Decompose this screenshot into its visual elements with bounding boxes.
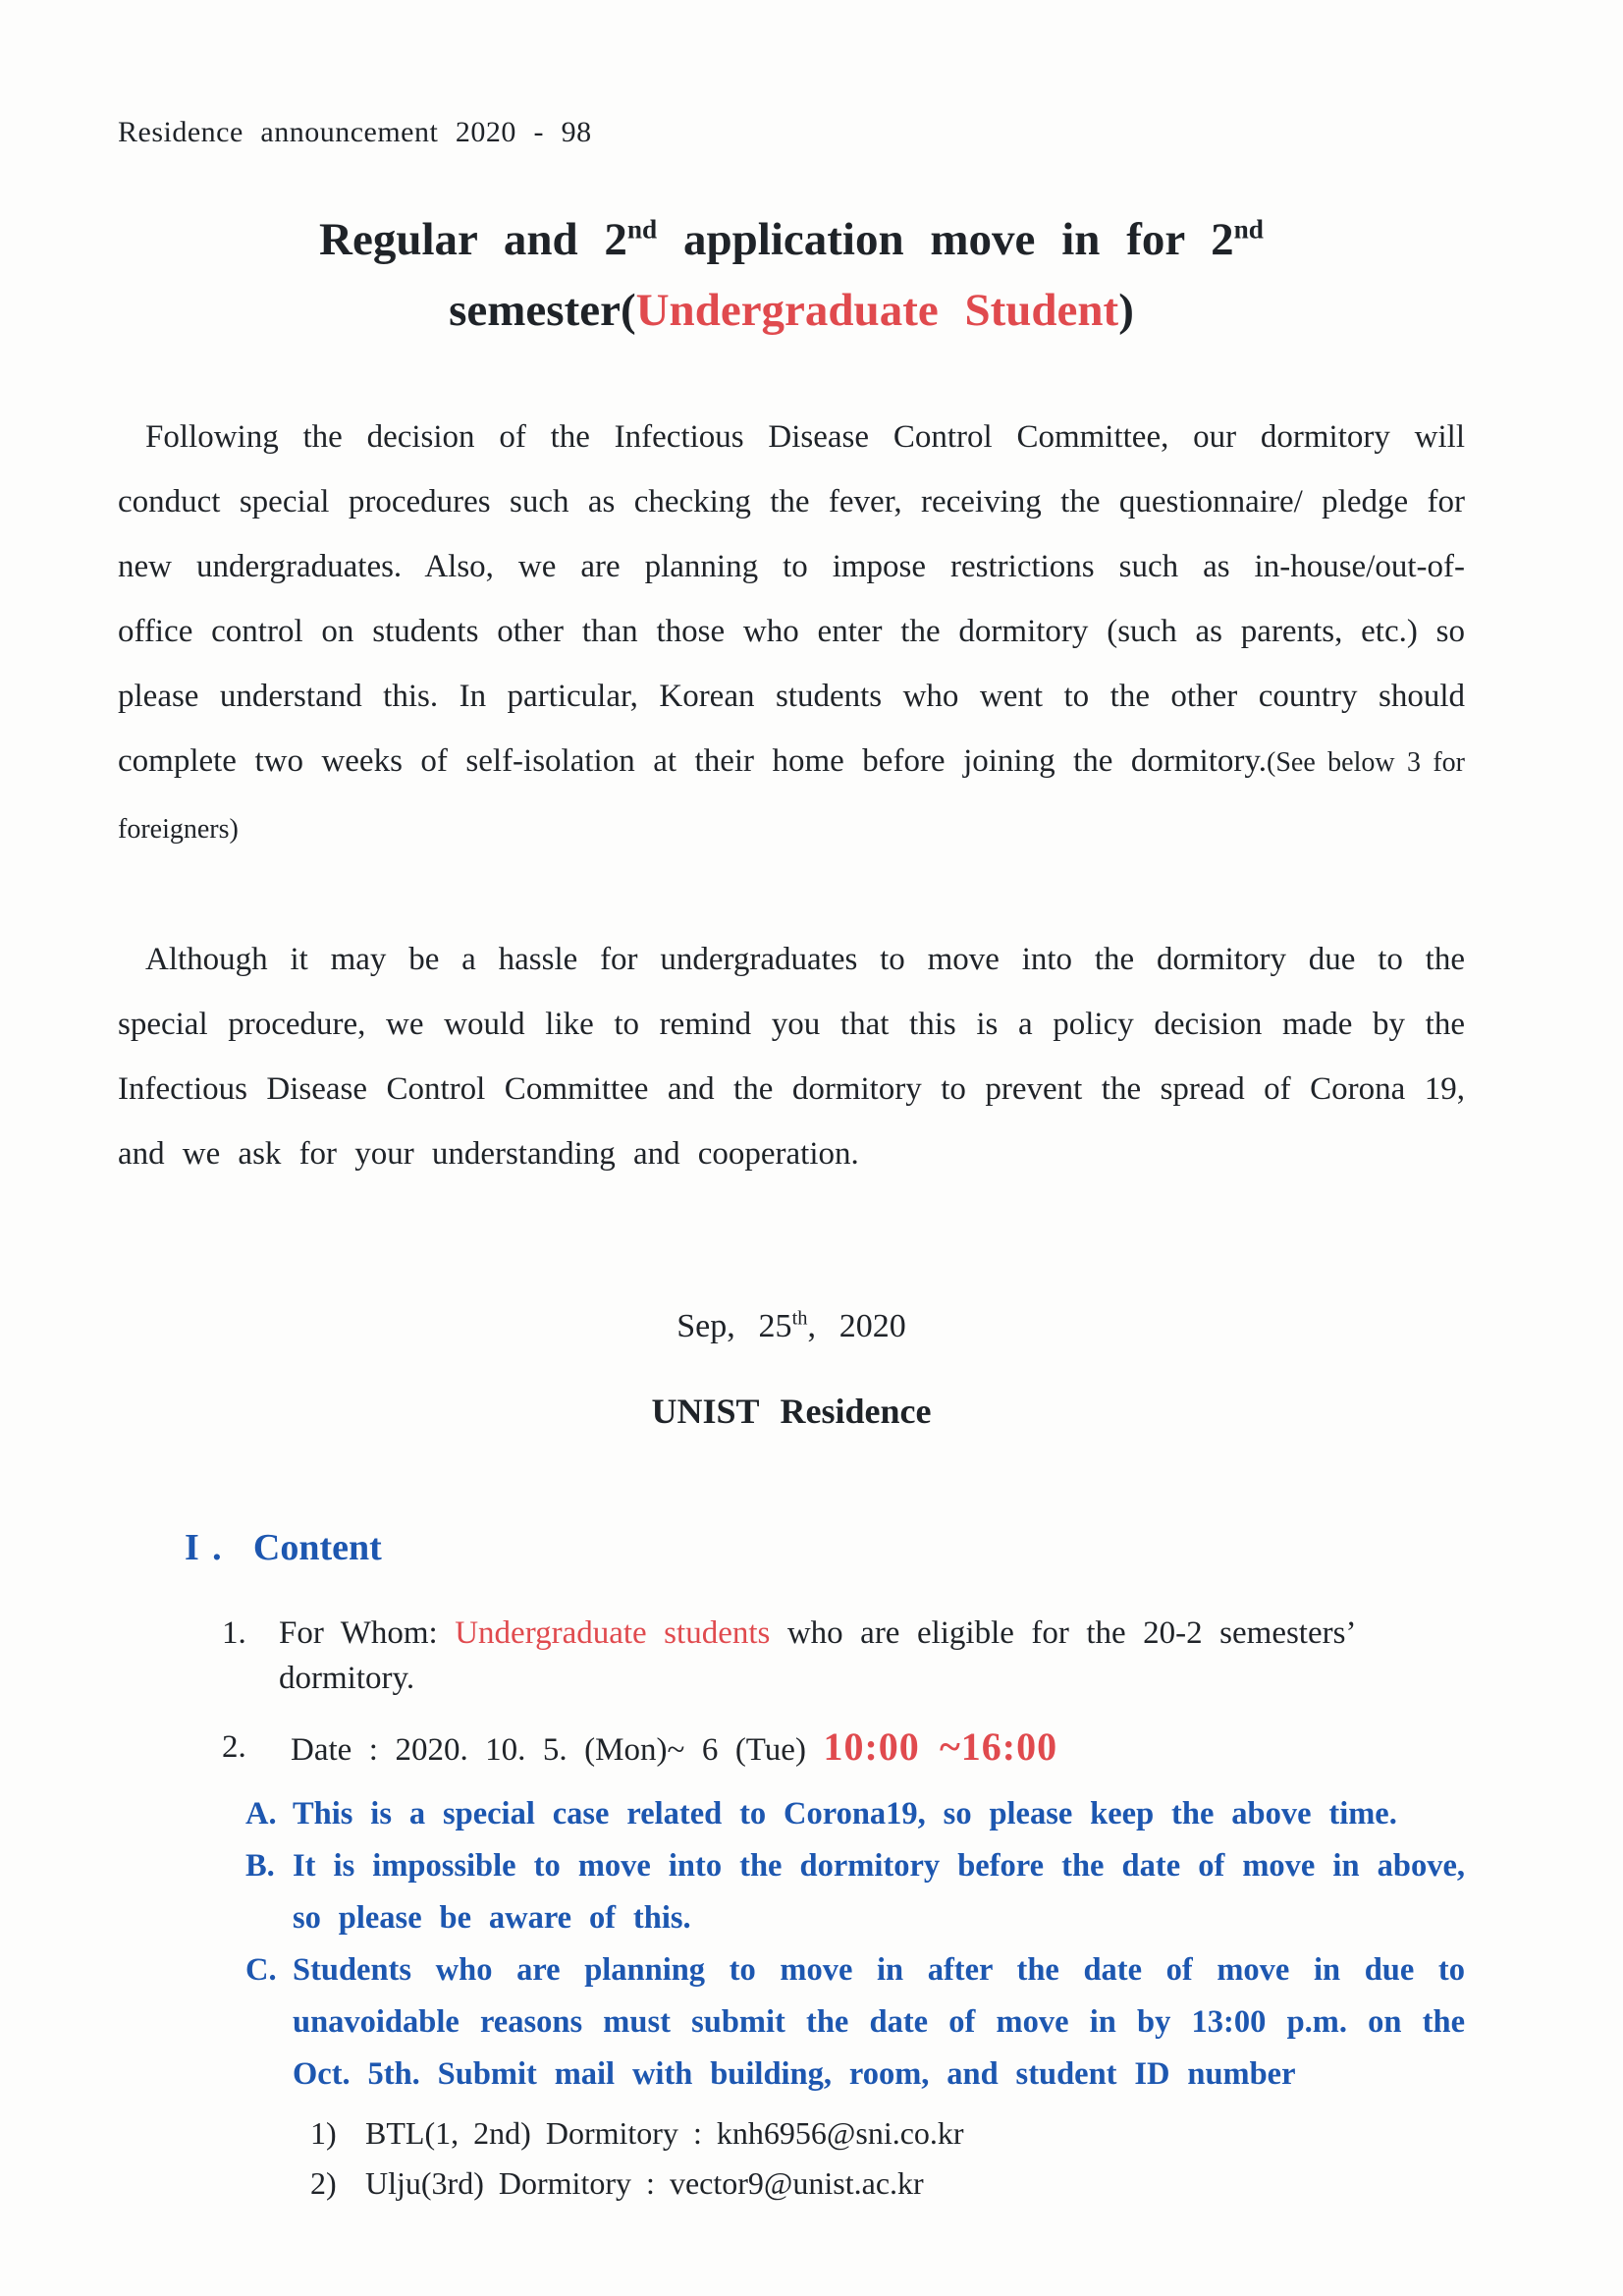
note-c-text: Students who are planning to move in after the date of move in due to unavoidable reasons must submit the date of move in by 13:00 p.m. on the Oct. 5th. Submit mail with building, room, and student ID number — [293, 1952, 1465, 2092]
title-line1-text: Regular and 2 — [319, 214, 627, 265]
title-superscript-nd-2: nd — [1233, 214, 1264, 245]
date-line — [118, 1308, 1465, 1345]
announcement-number: Residence announcement 2020 - 98 — [118, 116, 592, 148]
item-for-whom — [118, 1611, 1465, 1701]
intro-paragraph — [118, 405, 1465, 862]
intro-paragraph-text: Following the decision of the Infectious Disease Control Committee, our dormitory will conduct special procedures such as checking the fever, receiving the questionnaire/ pledge for new undergraduates. Also, we are planning to impose restrictions such as in-house/out-of-office control on students other than those who enter the dormitory (such as parents, etc.) so please understand this. In particular, Korean students who went to the other country should complete two weeks of self-isolation at their home before joining the dormitory. — [118, 419, 1465, 779]
move-in-time: 10:00 ~16:00 — [823, 1724, 1058, 1769]
title-line2-post: ) — [1118, 285, 1134, 336]
dormitory-mail-list — [118, 2108, 1465, 2209]
title-superscript-nd-1: nd — [626, 214, 658, 245]
note-b-letter: B. — [245, 1848, 275, 1884]
note-c — [245, 1944, 1465, 2101]
email-ulju — [310, 2159, 1465, 2209]
section-heading-content — [185, 1526, 1465, 1569]
note-a-letter: A. — [245, 1796, 277, 1831]
note-b-text: It is impossible to move into the dormitory before the date of move in above, so please be aware of this. — [293, 1848, 1465, 1936]
title-line2-pre: semester( — [449, 285, 636, 336]
title-line1-mid: application move in for 2 — [657, 214, 1234, 265]
note-a-text: This is a special case related to Corona19, so please keep the above time. — [293, 1796, 1397, 1831]
section-label: Content — [252, 1527, 382, 1568]
organization-name: UNIST Residence — [651, 1392, 932, 1431]
note-c-letter: C. — [245, 1952, 277, 1988]
date-pre: Sep, 25 — [676, 1308, 792, 1344]
note-a — [245, 1788, 1465, 1840]
for-whom-pre: For Whom: — [279, 1615, 456, 1651]
note-b — [245, 1840, 1465, 1944]
item-date — [118, 1724, 1465, 1773]
item-date-text — [291, 1724, 1057, 1773]
item-date-number: 2. — [222, 1729, 246, 1765]
date-value: Date : 2020. 10. 5. (Mon)~ 6 (Tue) — [291, 1732, 824, 1768]
title-highlight: Undergraduate Student — [635, 285, 1119, 336]
second-paragraph — [118, 927, 1465, 1186]
email-ulju-number: 2) — [310, 2165, 337, 2201]
date-superscript-th: th — [791, 1307, 808, 1330]
email-ulju-text: Ulju(3rd) Dormitory : vector9@unist.ac.kr — [365, 2165, 924, 2201]
item-for-whom-text — [279, 1611, 1465, 1701]
for-whom-highlight: Undergraduate students — [455, 1615, 771, 1651]
email-btl — [310, 2108, 1465, 2159]
date-post: , 2020 — [807, 1308, 906, 1344]
item-for-whom-number: 1. — [222, 1615, 246, 1651]
second-paragraph-text: Although it may be a hassle for undergraduates to move into the dormitory due to the special procedure, we would like to remind you that this is a policy decision made by the Infectious Disease Control Committee and the dormitory to prevent the spread of Corona 19, and we ask for your understanding and cooperation. — [118, 942, 1465, 1172]
notes-list — [118, 1788, 1465, 2101]
section-numeral: I. — [185, 1527, 235, 1568]
foreigners-note: (See below 3 for foreigners) — [118, 747, 1465, 845]
document-title — [118, 204, 1465, 346]
email-btl-number: 1) — [310, 2115, 337, 2151]
email-btl-text: BTL(1, 2nd) Dormitory : knh6956@sni.co.kr — [365, 2115, 964, 2151]
for-whom-post: who are eligible for the 20-2 semesters’ dormitory. — [279, 1615, 1354, 1696]
